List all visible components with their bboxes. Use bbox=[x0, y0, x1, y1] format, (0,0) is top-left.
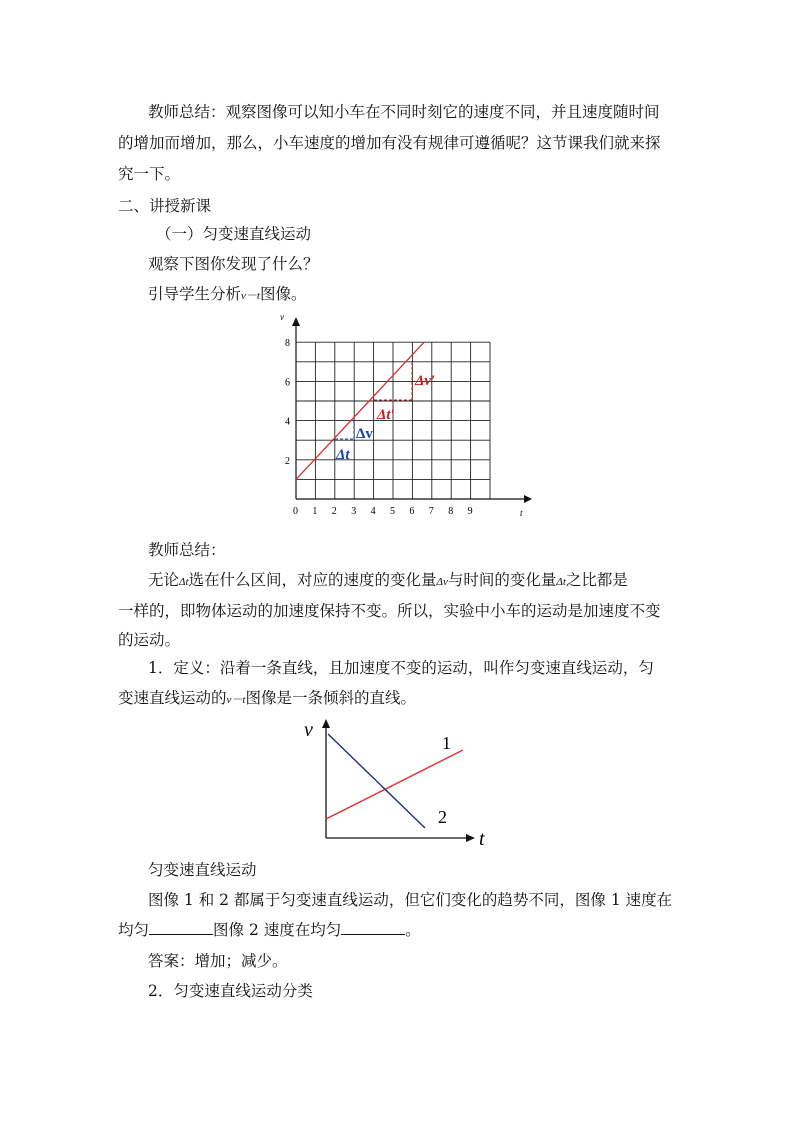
question-text-a: 均匀 bbox=[118, 921, 150, 939]
y-tick-label: 4 bbox=[285, 416, 290, 428]
summary-text-a: 无论 bbox=[148, 571, 180, 589]
definition-line-1: 1．定义：沿着一条直线，且加速度不变的运动，叫作匀变速直线运动，匀 bbox=[148, 659, 654, 677]
guide-analysis bbox=[148, 284, 306, 306]
definition-text-a: 变速直线运动的 bbox=[118, 689, 227, 707]
x-tick-label: 5 bbox=[390, 506, 395, 517]
delta-v-label: Δv bbox=[356, 426, 373, 442]
delta-t-label: Δt bbox=[336, 447, 350, 463]
heading-uniform-variable: （一）匀变速直线运动 bbox=[156, 225, 312, 243]
answer-blank-2[interactable] bbox=[341, 920, 405, 935]
fig2-y-arrow bbox=[322, 719, 330, 728]
summary-line-2: 一样的，即物体运动的加速度保持不变。所以，实验中小车的运动是加速度不变 bbox=[118, 602, 661, 620]
para-summary-1-line-3: 究一下。 bbox=[118, 165, 181, 183]
y-tick-labels bbox=[285, 338, 290, 467]
x-tick-labels bbox=[293, 506, 473, 517]
y-tick-label: 2 bbox=[285, 455, 290, 467]
summary-text-b: 选在什么区间，对应的速度的变化量 bbox=[188, 571, 437, 589]
question-line-2 bbox=[118, 920, 421, 940]
delta-v-prime-label: Δv′ bbox=[415, 373, 436, 389]
definition-line-2 bbox=[118, 688, 416, 710]
x-tick-label: 2 bbox=[331, 506, 337, 517]
y-axis-arrow bbox=[292, 317, 300, 326]
x-tick-label: 3 bbox=[351, 506, 357, 517]
x-tick-label: 1 bbox=[312, 506, 318, 517]
question-text-c: 。 bbox=[405, 921, 421, 939]
delta-t-symbol-2: Δt bbox=[556, 576, 566, 588]
fig2-line-2-label: 2 bbox=[438, 807, 447, 827]
summary-text-d: 之比都是 bbox=[565, 571, 628, 589]
answer-blank-1[interactable] bbox=[149, 920, 213, 935]
y-tick-label: 6 bbox=[285, 377, 290, 389]
summary-heading: 教师总结： bbox=[148, 541, 226, 559]
question-text-b: 图像 2 速度在均匀 bbox=[213, 921, 342, 939]
definition-text-b: 图像是一条倾斜的直线。 bbox=[245, 689, 416, 707]
x-tick-label: 7 bbox=[428, 506, 434, 517]
y-tick-label: 8 bbox=[285, 338, 290, 350]
x-axis-label: t bbox=[520, 508, 523, 518]
vt-symbol-2: v－t bbox=[226, 694, 246, 706]
para-summary-1-line-1: 教师总结：观察图像可以知小车在不同时刻它的速度不同，并且速度随时间 bbox=[148, 103, 660, 121]
fig2-line-1-label: 1 bbox=[442, 733, 451, 753]
guide-text-pre: 引导学生分析 bbox=[148, 285, 242, 303]
guide-text-post: 图像。 bbox=[259, 285, 307, 303]
fig2-line-2 bbox=[328, 734, 425, 828]
x-tick-label: 0 bbox=[293, 506, 298, 517]
x-axis-arrow bbox=[524, 495, 532, 503]
delta-t-symbol: Δt bbox=[179, 576, 189, 588]
x-tick-label: 9 bbox=[467, 506, 473, 517]
question-line-1: 图像 1 和 2 都属于匀变速直线运动，但它们变化的趋势不同，图像 1 速度在 bbox=[148, 891, 673, 909]
summary-line-1 bbox=[148, 570, 628, 592]
x-tick-label: 6 bbox=[409, 506, 415, 517]
fig2-y-label: v bbox=[304, 719, 313, 741]
figure-vt-grid bbox=[276, 312, 536, 522]
x-tick-label: 4 bbox=[370, 506, 376, 517]
summary-line-3: 的运动。 bbox=[118, 631, 181, 649]
x-tick-label: 8 bbox=[448, 506, 454, 517]
delta-v-symbol: Δv bbox=[436, 576, 448, 588]
summary-text-c: 与时间的变化量 bbox=[447, 571, 557, 589]
fig2-x-label: t bbox=[479, 828, 485, 850]
delta-t-prime-label: Δt′ bbox=[377, 407, 395, 423]
vt-symbol: v－t bbox=[241, 290, 260, 302]
heading-new-lesson: 二、讲授新课 bbox=[118, 197, 212, 215]
y-axis-label: v bbox=[280, 312, 284, 322]
answer-line: 答案：增加；减少。 bbox=[148, 952, 288, 970]
figure-two-lines bbox=[300, 714, 500, 854]
figure2-caption: 匀变速直线运动 bbox=[148, 861, 257, 879]
fig2-x-arrow bbox=[466, 834, 475, 842]
para-summary-1-line-2: 的增加而增加，那么，小车速度的增加有没有规律可遵循呢？这节课我们就来探 bbox=[118, 134, 661, 152]
question-observe: 观察下图你发现了什么？ bbox=[148, 255, 319, 273]
section-classification: 2．匀变速直线运动分类 bbox=[148, 982, 313, 1000]
